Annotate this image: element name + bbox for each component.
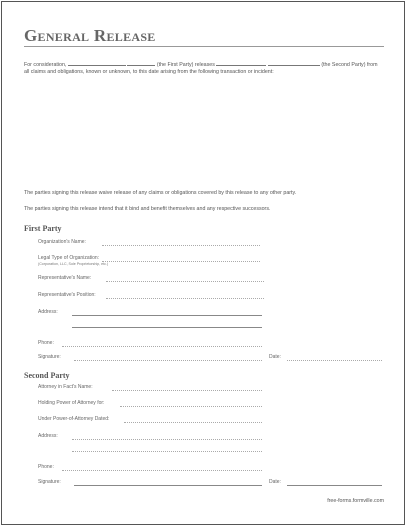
legal-type-label: Legal Type of Organization: (38, 255, 100, 261)
rep-position-line[interactable] (106, 298, 264, 299)
attorney-name-label: Attorney in Fact's Name: (38, 384, 93, 390)
phone-line-1[interactable] (62, 346, 262, 347)
binding-paragraph: The parties signing this release intend that it bind and benefit themselves and any respective successors. (24, 206, 271, 212)
attorney-name-line[interactable] (112, 390, 262, 391)
date-line-1[interactable] (287, 360, 382, 361)
intro-part2: (the First Party) releases (156, 62, 215, 68)
first-party-blank-1[interactable] (68, 60, 126, 66)
signature-line-1[interactable] (74, 360, 262, 361)
holding-power-label: Holding Power of Attorney for: (38, 400, 105, 406)
address-label-2: Address: (38, 433, 58, 439)
signature-line-2[interactable] (74, 485, 262, 486)
document-page (1, 1, 405, 525)
holding-power-line[interactable] (120, 406, 262, 407)
under-power-label: Under Power-of-Attorney Dated: (38, 416, 110, 422)
address-line-1a[interactable] (72, 315, 262, 316)
rep-position-label: Representative's Position: (38, 292, 96, 298)
title-rule (24, 46, 384, 47)
intro-paragraph (24, 60, 384, 77)
address-line-2b[interactable] (72, 451, 262, 452)
signature-label-2: Signature: (38, 479, 61, 485)
phone-line-2[interactable] (62, 470, 262, 471)
under-power-line[interactable] (124, 422, 262, 423)
waiver-paragraph: The parties signing this release waive release of any claims or obligations covered by this release to any other party. (24, 190, 297, 196)
phone-label-1: Phone: (38, 340, 54, 346)
rep-name-label: Representative's Name: (38, 275, 92, 281)
date-label-2: Date: (269, 479, 281, 485)
address-label-1: Address: (38, 309, 58, 315)
organization-name-line[interactable] (102, 245, 260, 246)
second-party-blank-2[interactable] (268, 60, 320, 66)
legal-type-line[interactable] (102, 261, 260, 262)
intro-part1: For consideration, (24, 62, 67, 68)
legal-type-note: (Corporation, LLC, Sole Proprietorship, etc.) (38, 262, 109, 266)
footer-source: free-forms.formville.com (327, 498, 384, 504)
address-line-1b[interactable] (72, 327, 262, 328)
organization-name-label: Organization's Name: (38, 239, 86, 245)
signature-label-1: Signature: (38, 354, 61, 360)
date-label-1: Date: (269, 354, 281, 360)
second-party-blank-1[interactable] (216, 60, 266, 66)
address-line-2a[interactable] (72, 439, 262, 440)
date-line-2[interactable] (287, 485, 382, 486)
first-party-blank-2[interactable] (127, 60, 155, 66)
intro-part3: (the Second Party) from all claims and obligations, known or unknown, to this date arising from the following transaction or incident: (24, 62, 378, 76)
document-title: General Release (24, 26, 156, 45)
phone-label-2: Phone: (38, 464, 54, 470)
second-party-heading: Second Party (24, 371, 70, 380)
first-party-heading: First Party (24, 224, 62, 233)
rep-name-line[interactable] (106, 281, 264, 282)
